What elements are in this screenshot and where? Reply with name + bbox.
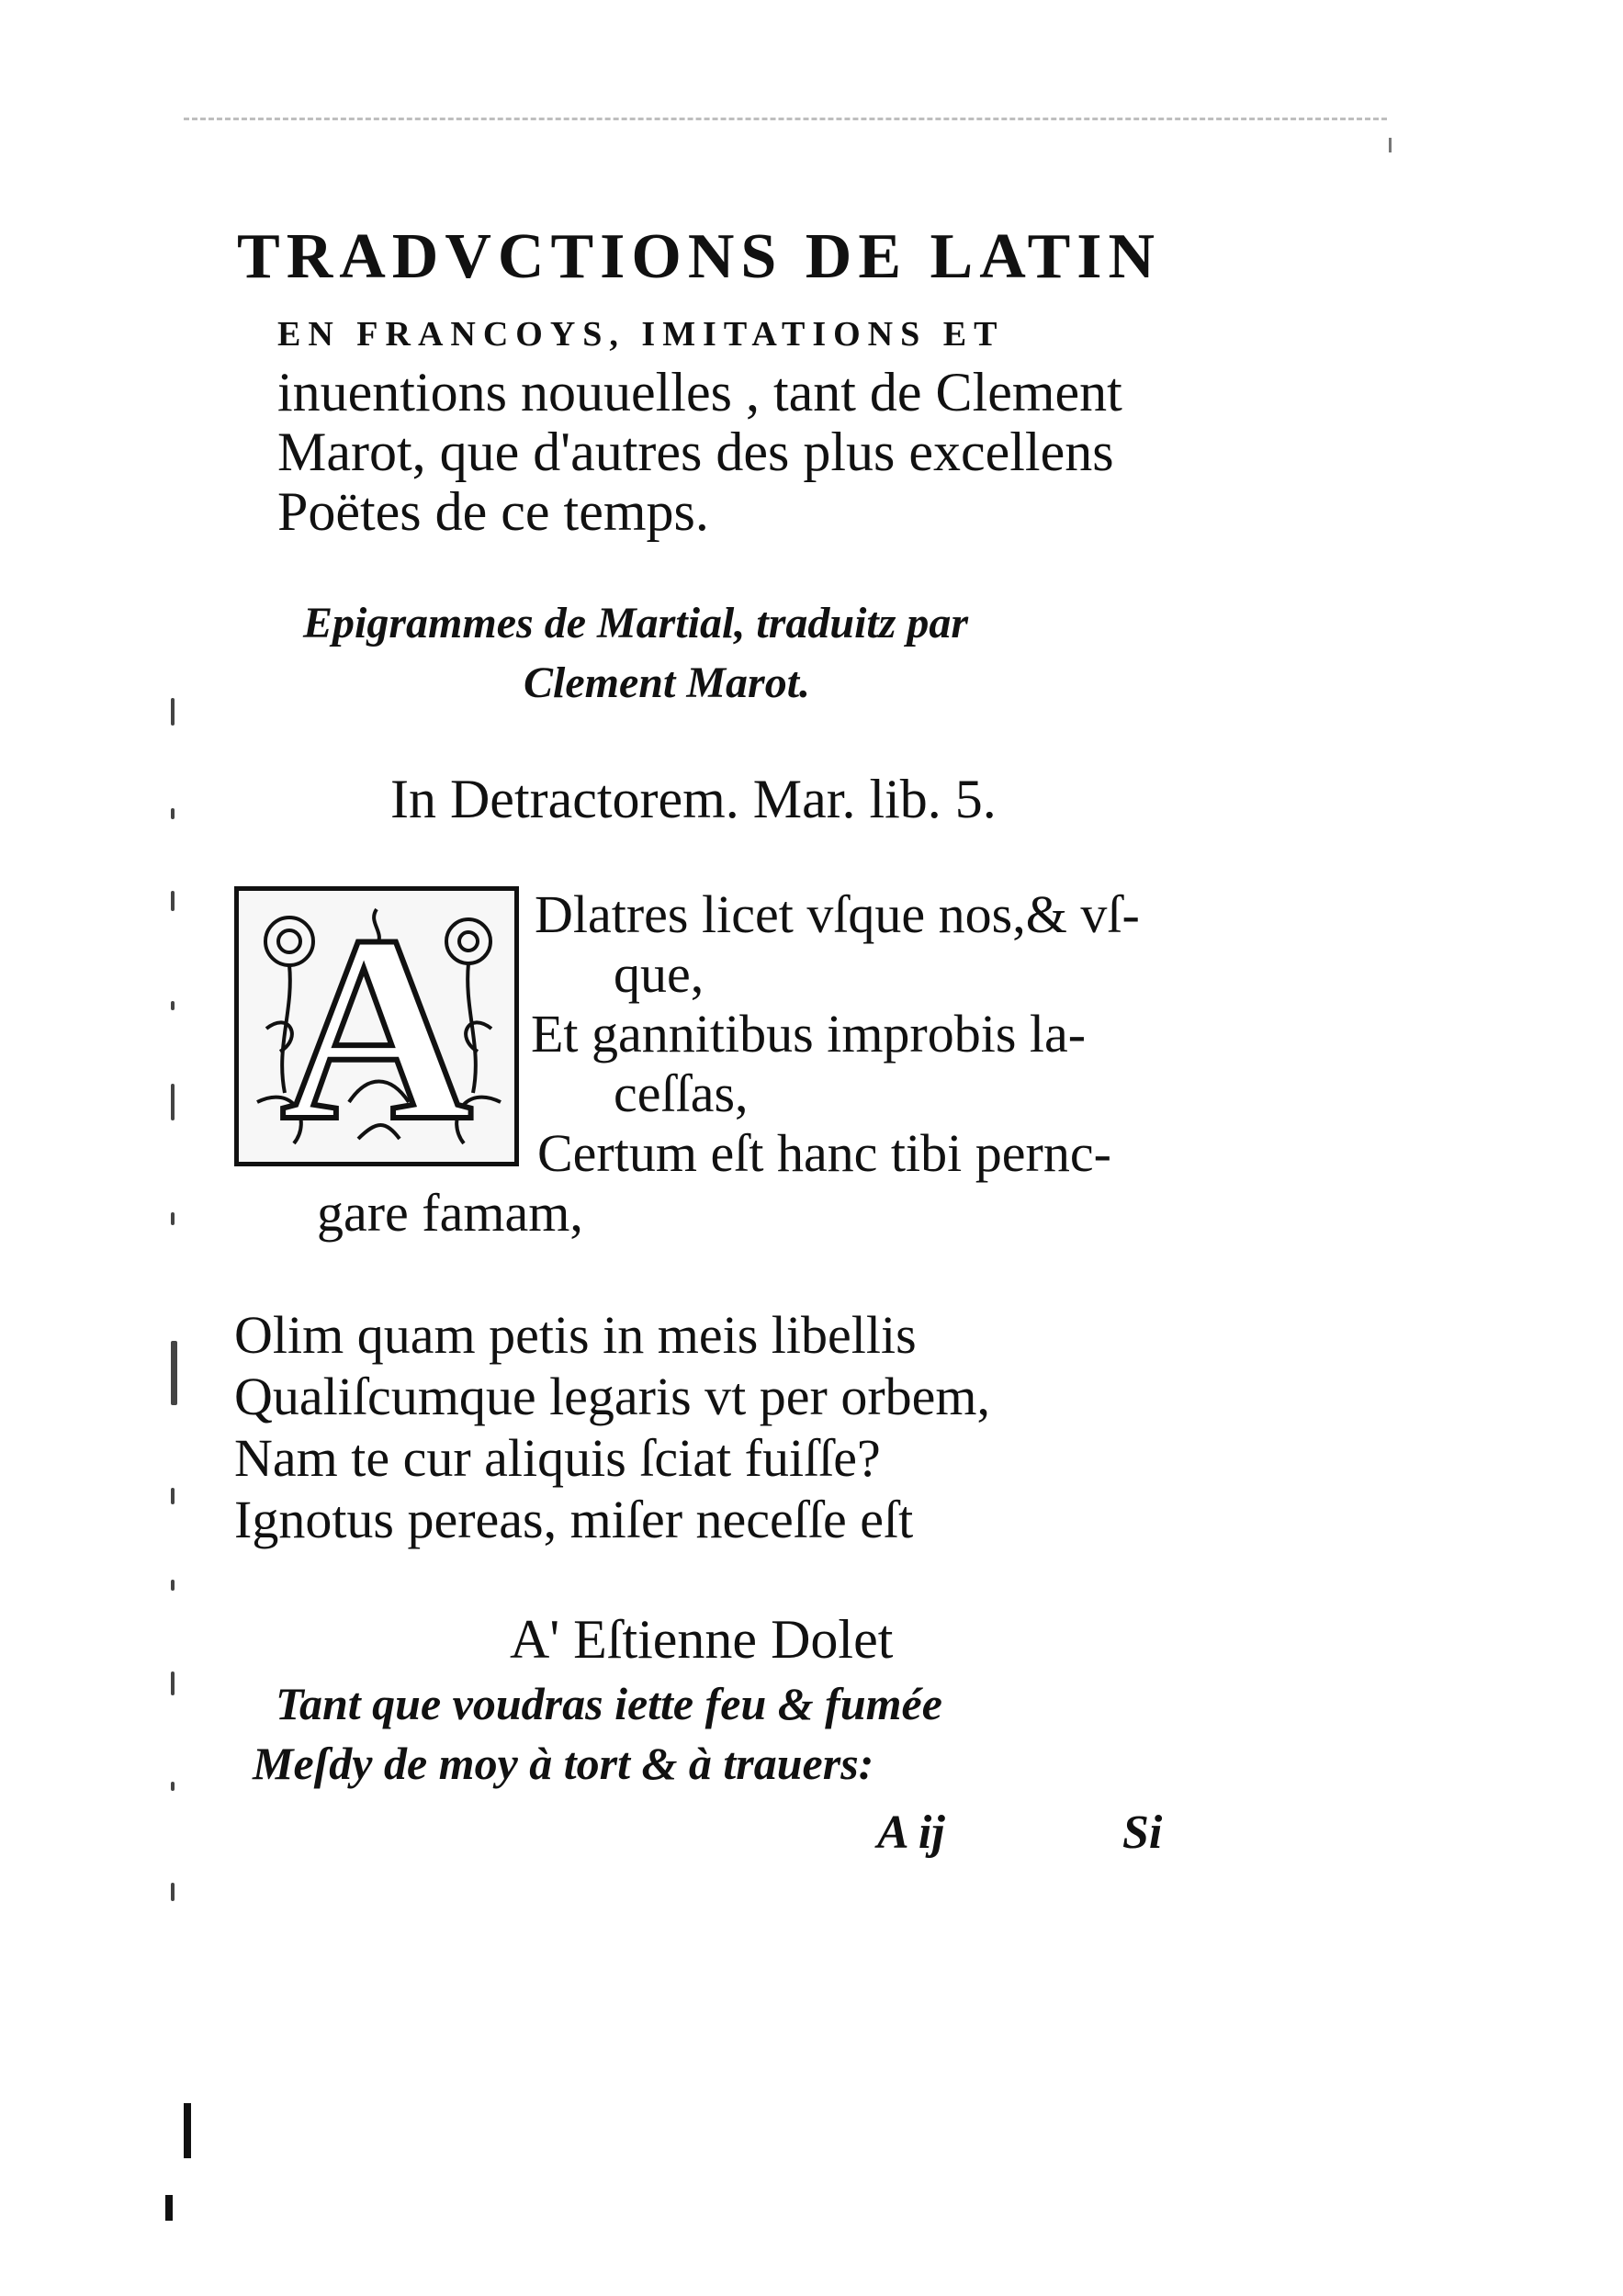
epigram-heading-line: Clement Marot. bbox=[524, 658, 811, 707]
verse-line: ceſſas, bbox=[614, 1064, 749, 1123]
dedication-heading: A' Eſtienne Dolet bbox=[510, 1609, 894, 1670]
catchword: Si bbox=[1122, 1806, 1163, 1859]
verse-line: Et gannitibus improbis la- bbox=[531, 1004, 1087, 1064]
verse-line: Dlatres licet vſque nos,& vſ- bbox=[535, 884, 1140, 944]
scan-top-rule bbox=[184, 118, 1387, 120]
epigram-heading-line: Epigrammes de Martial, traduitz par bbox=[303, 599, 969, 647]
dedication-verse-line: Tant que voudras iette feu & fumée bbox=[276, 1678, 942, 1729]
intro-line: Marot, que d'autres des plus excellens bbox=[277, 422, 1114, 482]
decorated-initial bbox=[234, 881, 519, 1176]
scan-gutter-marks bbox=[171, 698, 180, 1984]
scan-bottom-mark bbox=[165, 2195, 173, 2221]
verse-line: Ignotus pereas, miſer neceſſe eſt bbox=[234, 1490, 914, 1549]
intro-line: inuentions nouuelles , tant de Clement bbox=[277, 362, 1122, 422]
page-title: TRADVCTIONS DE LATIN bbox=[237, 221, 1162, 292]
signature-mark: A ij bbox=[877, 1806, 945, 1859]
verse-line: que, bbox=[614, 944, 704, 1004]
initial-letter: A bbox=[280, 881, 473, 1176]
verse-line: Nam te cur aliquis ſciat fuiſſe? bbox=[234, 1428, 881, 1488]
scan-bottom-mark bbox=[184, 2103, 191, 2158]
verse-line: gare famam, bbox=[317, 1183, 583, 1243]
verse-line: Qualiſcumque legaris vt per orbem, bbox=[234, 1367, 991, 1426]
verse-line: Olim quam petis in meis libellis bbox=[234, 1305, 917, 1365]
page-subtitle: EN FRANCOYS, IMITATIONS ET bbox=[277, 315, 1005, 354]
dedication-verse-line: Meſdy de moy à tort & à trauers: bbox=[253, 1738, 874, 1789]
scan-speck bbox=[1389, 138, 1392, 152]
intro-line: Poëtes de ce temps. bbox=[277, 481, 709, 542]
verse-line: Certum eſt hanc tibi pernc- bbox=[537, 1123, 1111, 1183]
section-heading: In Detractorem. Mar. lib. 5. bbox=[390, 769, 997, 829]
